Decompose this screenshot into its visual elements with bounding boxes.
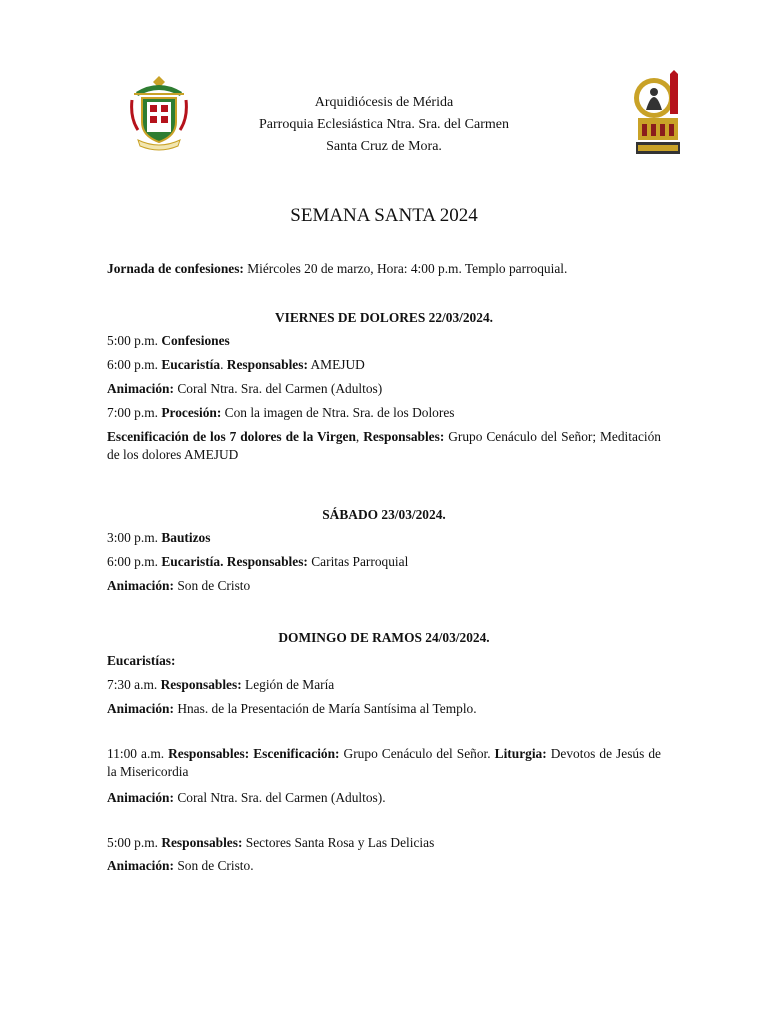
schedule-line: 5:00 p.m. Confesiones: [107, 333, 230, 348]
document-title: SEMANA SANTA 2024: [290, 205, 478, 226]
schedule-line: Animación: Coral Ntra. Sra. del Carmen (Adultos): [107, 381, 383, 396]
schedule-line: Animación: Hnas. de la Presentación de María Santísima al Templo.: [107, 701, 477, 716]
confession-day: Jornada de confesiones: Miércoles 20 de marzo, Hora: 4:00 p.m. Templo parroquial.: [107, 261, 568, 276]
schedule-line: 3:00 p.m. Bautizos: [107, 530, 211, 545]
schedule-line: Animación: Son de Cristo.: [107, 858, 254, 873]
schedule-line: Animación: Coral Ntra. Sra. del Carmen (Adultos).: [107, 790, 386, 805]
section-heading-domingo: DOMINGO DE RAMOS 24/03/2024.: [278, 630, 490, 645]
schedule-line: Escenificación de los 7 dolores de la Virgen, Responsables: Grupo Cenáculo del Señor; Meditación de los dolores AMEJUD: [107, 429, 662, 462]
section-heading-viernes: VIERNES DE DOLORES 22/03/2024.: [274, 310, 493, 325]
section-heading-sabado: SÁBADO 23/03/2024.: [322, 507, 446, 522]
schedule-line: 6:00 p.m. Eucaristía. Responsables: AMEJUD: [107, 357, 365, 372]
schedule-line: 6:00 p.m. Eucaristía. Responsables: Caritas Parroquial: [107, 554, 409, 569]
town-name: Santa Cruz de Mora.: [326, 139, 442, 154]
schedule-line: Animación: Son de Cristo: [107, 578, 251, 593]
schedule-line: 5:00 p.m. Responsables: Sectores Santa Rosa y Las Delicias: [107, 835, 435, 850]
letterhead: [0, 92, 768, 158]
schedule-body: [107, 258, 661, 876]
archdiocese-name: Arquidiócesis de Mérida: [314, 95, 454, 110]
schedule-line: Eucaristías:: [107, 653, 176, 668]
schedule-line: 7:00 p.m. Procesión: Con la imagen de Ntra. Sra. de los Dolores: [107, 405, 455, 420]
parish-name: Parroquia Eclesiástica Ntra. Sra. del Carmen: [259, 117, 509, 132]
schedule-line: 11:00 a.m. Responsables: Escenificación: Grupo Cenáculo del Señor. Liturgia: Devotos de Jesús de la Misericordia: [107, 746, 661, 779]
schedule-line: 7:30 a.m. Responsables: Legión de María: [107, 677, 335, 692]
